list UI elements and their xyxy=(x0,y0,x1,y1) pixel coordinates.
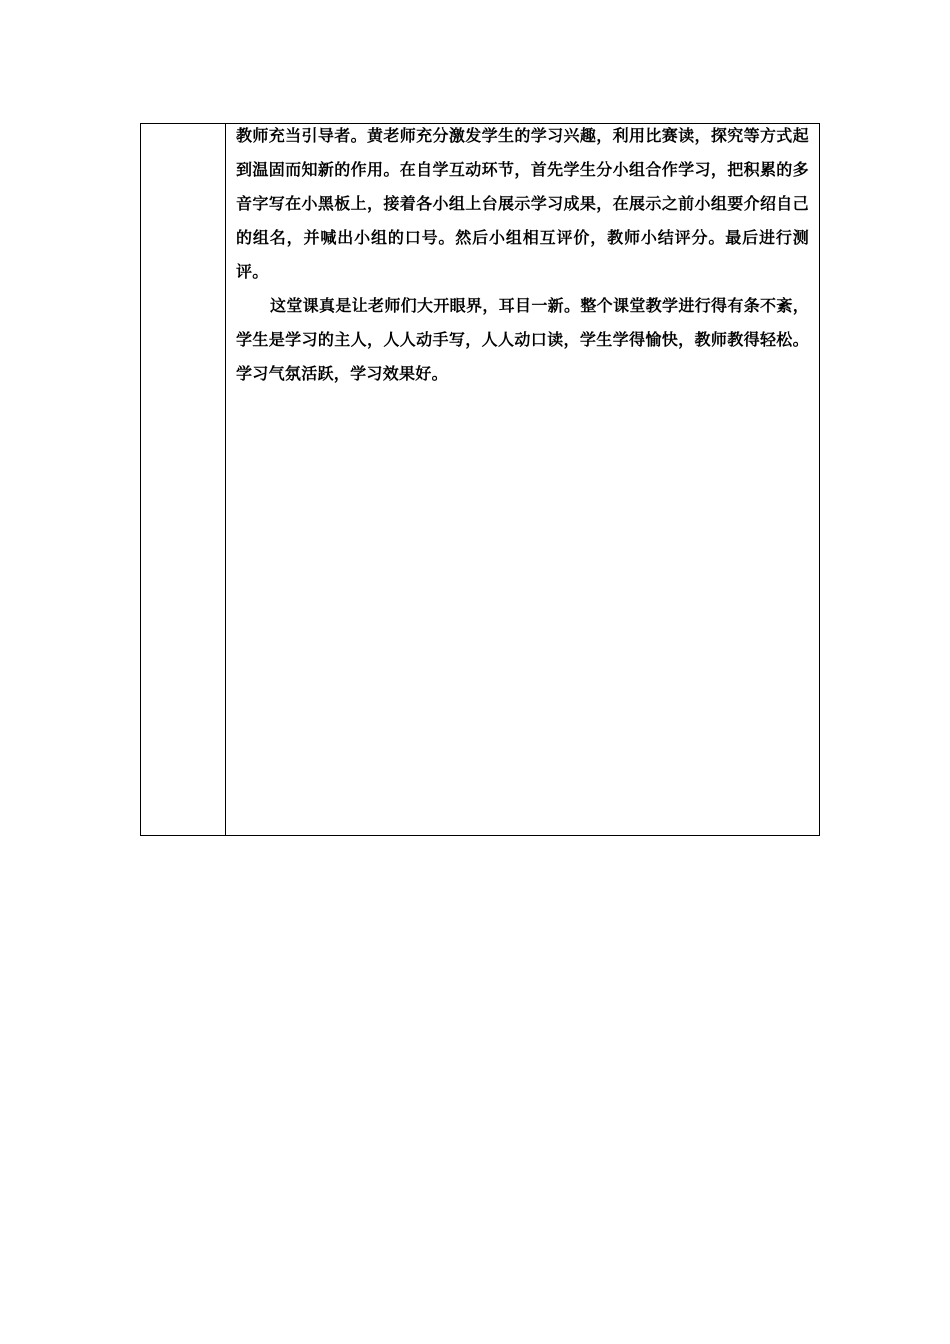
table-row xyxy=(141,124,820,836)
evaluation-table xyxy=(140,123,820,836)
paragraph-evaluation-summary: 这堂课真是让老师们大开眼界，耳目一新。整个课堂教学进行得有条不紊，学生是学习的主人，人人动手写，人人动口读，学生学得愉快，教师教得轻松。学习气氛活跃，学习效果好。 xyxy=(236,296,809,383)
content-text-block xyxy=(226,119,819,391)
content-cell xyxy=(226,124,820,836)
label-cell xyxy=(141,124,226,836)
paragraph-teaching-process: 教师充当引导者。黄老师充分激发学生的学习兴趣，利用比赛读，探究等方式起到温固而知新的作用。在自学互动环节，首先学生分小组合作学习，把积累的多音字写在小黑板上，接着各小组上台展示学习成果，在展示之前小组要介绍自己的组名，并喊出小组的口号。然后小组相互评价，教师小结评分。最后进行测评。 xyxy=(236,126,809,281)
